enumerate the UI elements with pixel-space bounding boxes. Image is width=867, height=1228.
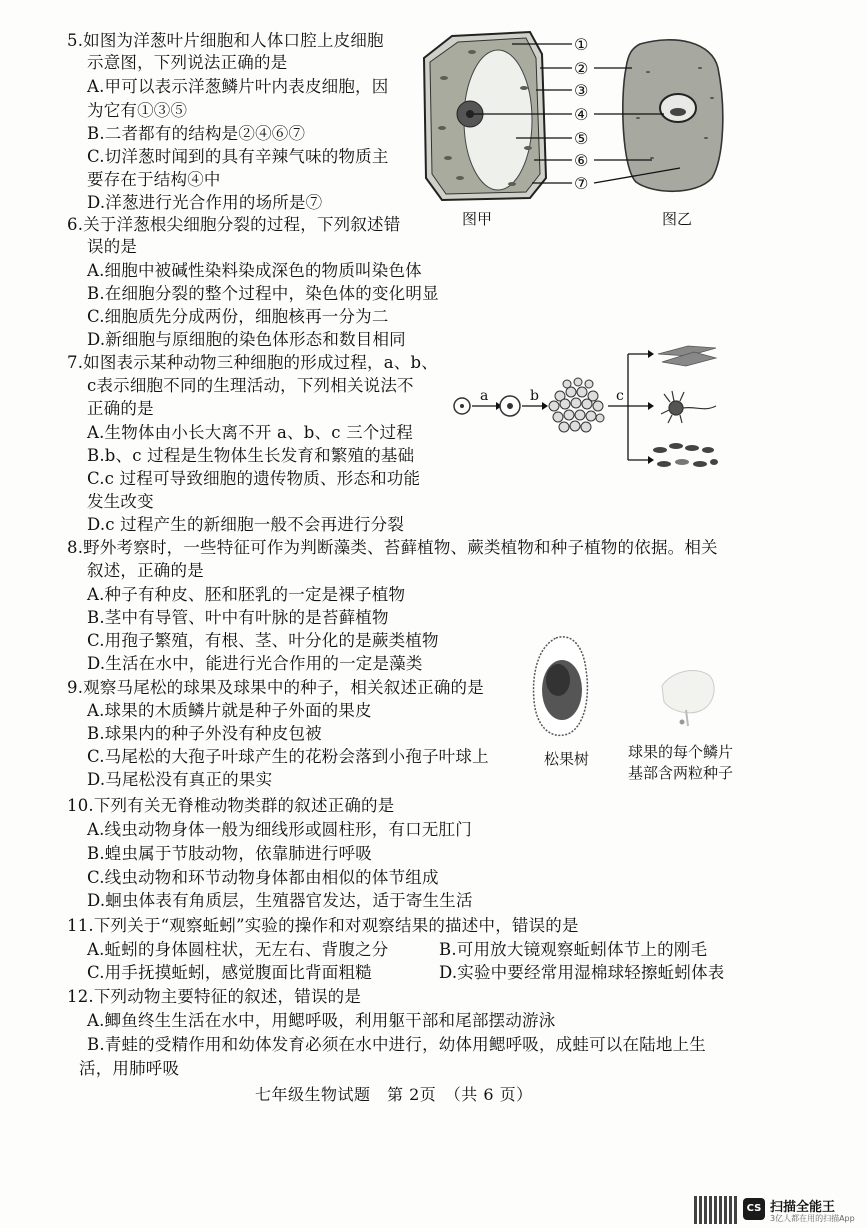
label-2: ②	[574, 59, 589, 78]
q10-option-a: A.线虫动物身体一般为细线形或圆柱形，有口无肛门	[87, 820, 472, 839]
q8-option-b: B.茎中有导管、叶中有叶脉的是苔藓植物	[87, 608, 389, 627]
caption-plant-cell: 图甲	[462, 210, 493, 228]
q10-option-d: D.蛔虫体表有角质层，生殖器官发达，适于寄生生活	[87, 891, 473, 910]
q9-pine-figure	[522, 630, 752, 750]
q12-option-b-line1: B.青蛙的受精作用和幼体发育必须在水中进行，幼体用鳃呼吸，成蛙可以在陆地上生	[87, 1035, 706, 1054]
blood-cells	[653, 443, 718, 467]
watermark-tagline: 3亿人都在用的扫描App	[770, 1214, 855, 1223]
muscle-cells	[658, 346, 716, 366]
q5-option-a-line1: A.甲可以表示洋葱鳞片叶内表皮细胞，因	[87, 77, 389, 96]
q9-option-a: A.球果的木质鳞片就是种子外面的果皮	[87, 701, 372, 720]
q5-option-b: B.二者都有的结构是②④⑥⑦	[87, 124, 306, 143]
label-4: ④	[574, 105, 589, 124]
q5-stem-line1: 5.如图为洋葱叶片细胞和人体口腔上皮细胞	[67, 31, 384, 50]
q7-stem-line1: 7.如图表示某种动物三种细胞的形成过程，a、b、	[67, 353, 438, 372]
q6-stem-line2: 误的是	[87, 237, 138, 256]
process-b-label: b	[530, 388, 539, 404]
q6-option-a: A.细胞中被碱性染料染成深色的物质叫染色体	[87, 261, 422, 280]
q11-option-a: A.蚯蚓的身体圆柱状，无左右、背腹之分	[87, 940, 389, 959]
q10-option-b: B.蝗虫属于节肢动物，依靠肺进行呼吸	[87, 844, 372, 863]
q7-option-d: D.c 过程产生的新细胞一般不会再进行分裂	[87, 515, 405, 534]
caption-pine-tree: 松果树	[544, 750, 590, 768]
q10-option-c: C.线虫动物和环节动物身体都由相似的体节组成	[87, 868, 439, 887]
q12-option-b-line2: 活，用肺呼吸	[79, 1059, 180, 1078]
q7-option-c-line1: C.c 过程可导致细胞的遗传物质、形态和功能	[87, 469, 421, 488]
q6-stem-line1: 6.关于洋葱根尖细胞分裂的过程，下列叙述错	[67, 215, 401, 234]
q6-option-b: B.在细胞分裂的整个过程中，染色体的变化明显	[87, 284, 439, 303]
q9-option-c: C.马尾松的大孢子叶球产生的花粉会落到小孢子叶球上	[87, 747, 489, 766]
q11-option-c: C.用手抚摸蚯蚓，感觉腹面比背面粗糙	[87, 963, 372, 982]
q9-option-d: D.马尾松没有真正的果实	[87, 770, 273, 789]
q8-option-c: C.用孢子繁殖，有根、茎、叶分化的是蕨类植物	[87, 631, 439, 650]
q8-stem-line1: 8.野外考察时，一些特征可作为判断藻类、苔藓植物、蕨类植物和种子植物的依据。相关	[67, 538, 718, 557]
q7-cell-process-figure	[448, 340, 718, 475]
q5-cell-figure	[412, 28, 732, 228]
q8-stem-line2: 叙述，正确的是	[87, 561, 204, 580]
q5-option-a-line2: 为它有①③⑤	[87, 101, 188, 120]
caption-scale-line2: 基部含两粒种子	[628, 764, 734, 782]
q6-option-d: D.新细胞与原细胞的染色体形态和数目相同	[87, 330, 406, 349]
scanner-watermark	[694, 1196, 854, 1224]
q5-option-c-line2: 要存在于结构④中	[87, 170, 221, 189]
q11-option-d: D.实验中要经常用湿棉球轻擦蚯蚓体表	[439, 963, 725, 982]
seed-scale	[662, 671, 714, 726]
label-1: ①	[574, 35, 589, 54]
q8-option-d: D.生活在水中，能进行光合作用的一定是藻类	[87, 654, 423, 673]
process-a-label: a	[480, 388, 489, 404]
q12-stem: 12.下列动物主要特征的叙述，错误的是	[67, 987, 362, 1006]
q5-option-c-line1: C.切洋葱时闻到的具有辛辣气味的物质主	[87, 147, 389, 166]
nerve-cell	[661, 391, 716, 423]
q7-option-a: A.生物体由小长大离不开 a、b、c 三个过程	[87, 423, 413, 442]
q11-option-b: B.可用放大镜观察蚯蚓体节上的刚毛	[439, 940, 708, 959]
caption-scale-line1: 球果的每个鳞片	[628, 743, 734, 761]
q10-stem: 10.下列有关无脊椎动物类群的叙述正确的是	[67, 796, 395, 815]
q11-stem: 11.下列关于“观察蚯蚓”实验的操作和对观察结果的描述中，错误的是	[67, 916, 579, 935]
label-7: ⑦	[574, 174, 589, 193]
q5-stem-line2: 示意图，下列说法正确的是	[87, 53, 288, 72]
q7-option-c-line2: 发生改变	[87, 492, 154, 511]
q9-option-b: B.球果内的种子外没有种皮包被	[87, 724, 322, 743]
caption-animal-cell: 图乙	[662, 210, 693, 228]
cell-cluster	[549, 378, 604, 432]
q6-option-c: C.细胞质先分成两份，细胞核再一分为二	[87, 307, 389, 326]
watermark-app-name: 扫描全能王	[770, 1200, 836, 1215]
q5-option-d: D.洋葱进行光合作用的场所是⑦	[87, 193, 323, 212]
process-c-label: c	[616, 388, 624, 404]
q8-option-a: A.种子有种皮、胚和胚乳的一定是裸子植物	[87, 585, 406, 604]
label-6: ⑥	[574, 151, 589, 170]
page-footer: 七年级生物试题 第 2页 （共 6 页）	[255, 1085, 533, 1104]
camscanner-logo-icon: CS	[743, 1198, 765, 1220]
q7-stem-line3: 正确的是	[87, 399, 154, 418]
qr-code-icon	[694, 1196, 738, 1224]
label-3: ③	[574, 81, 589, 100]
q12-option-a: A.鲫鱼终生生活在水中，用鳃呼吸，利用躯干部和尾部摆动游泳	[87, 1011, 556, 1030]
q7-stem-line2: c表示细胞不同的生理活动，下列相关说法不	[87, 376, 414, 395]
q7-option-b: B.b、c 过程是生物体生长发育和繁殖的基础	[87, 446, 415, 465]
label-5: ⑤	[574, 129, 589, 148]
q9-stem: 9.观察马尾松的球果及球果中的种子，相关叙述正确的是	[67, 678, 484, 697]
